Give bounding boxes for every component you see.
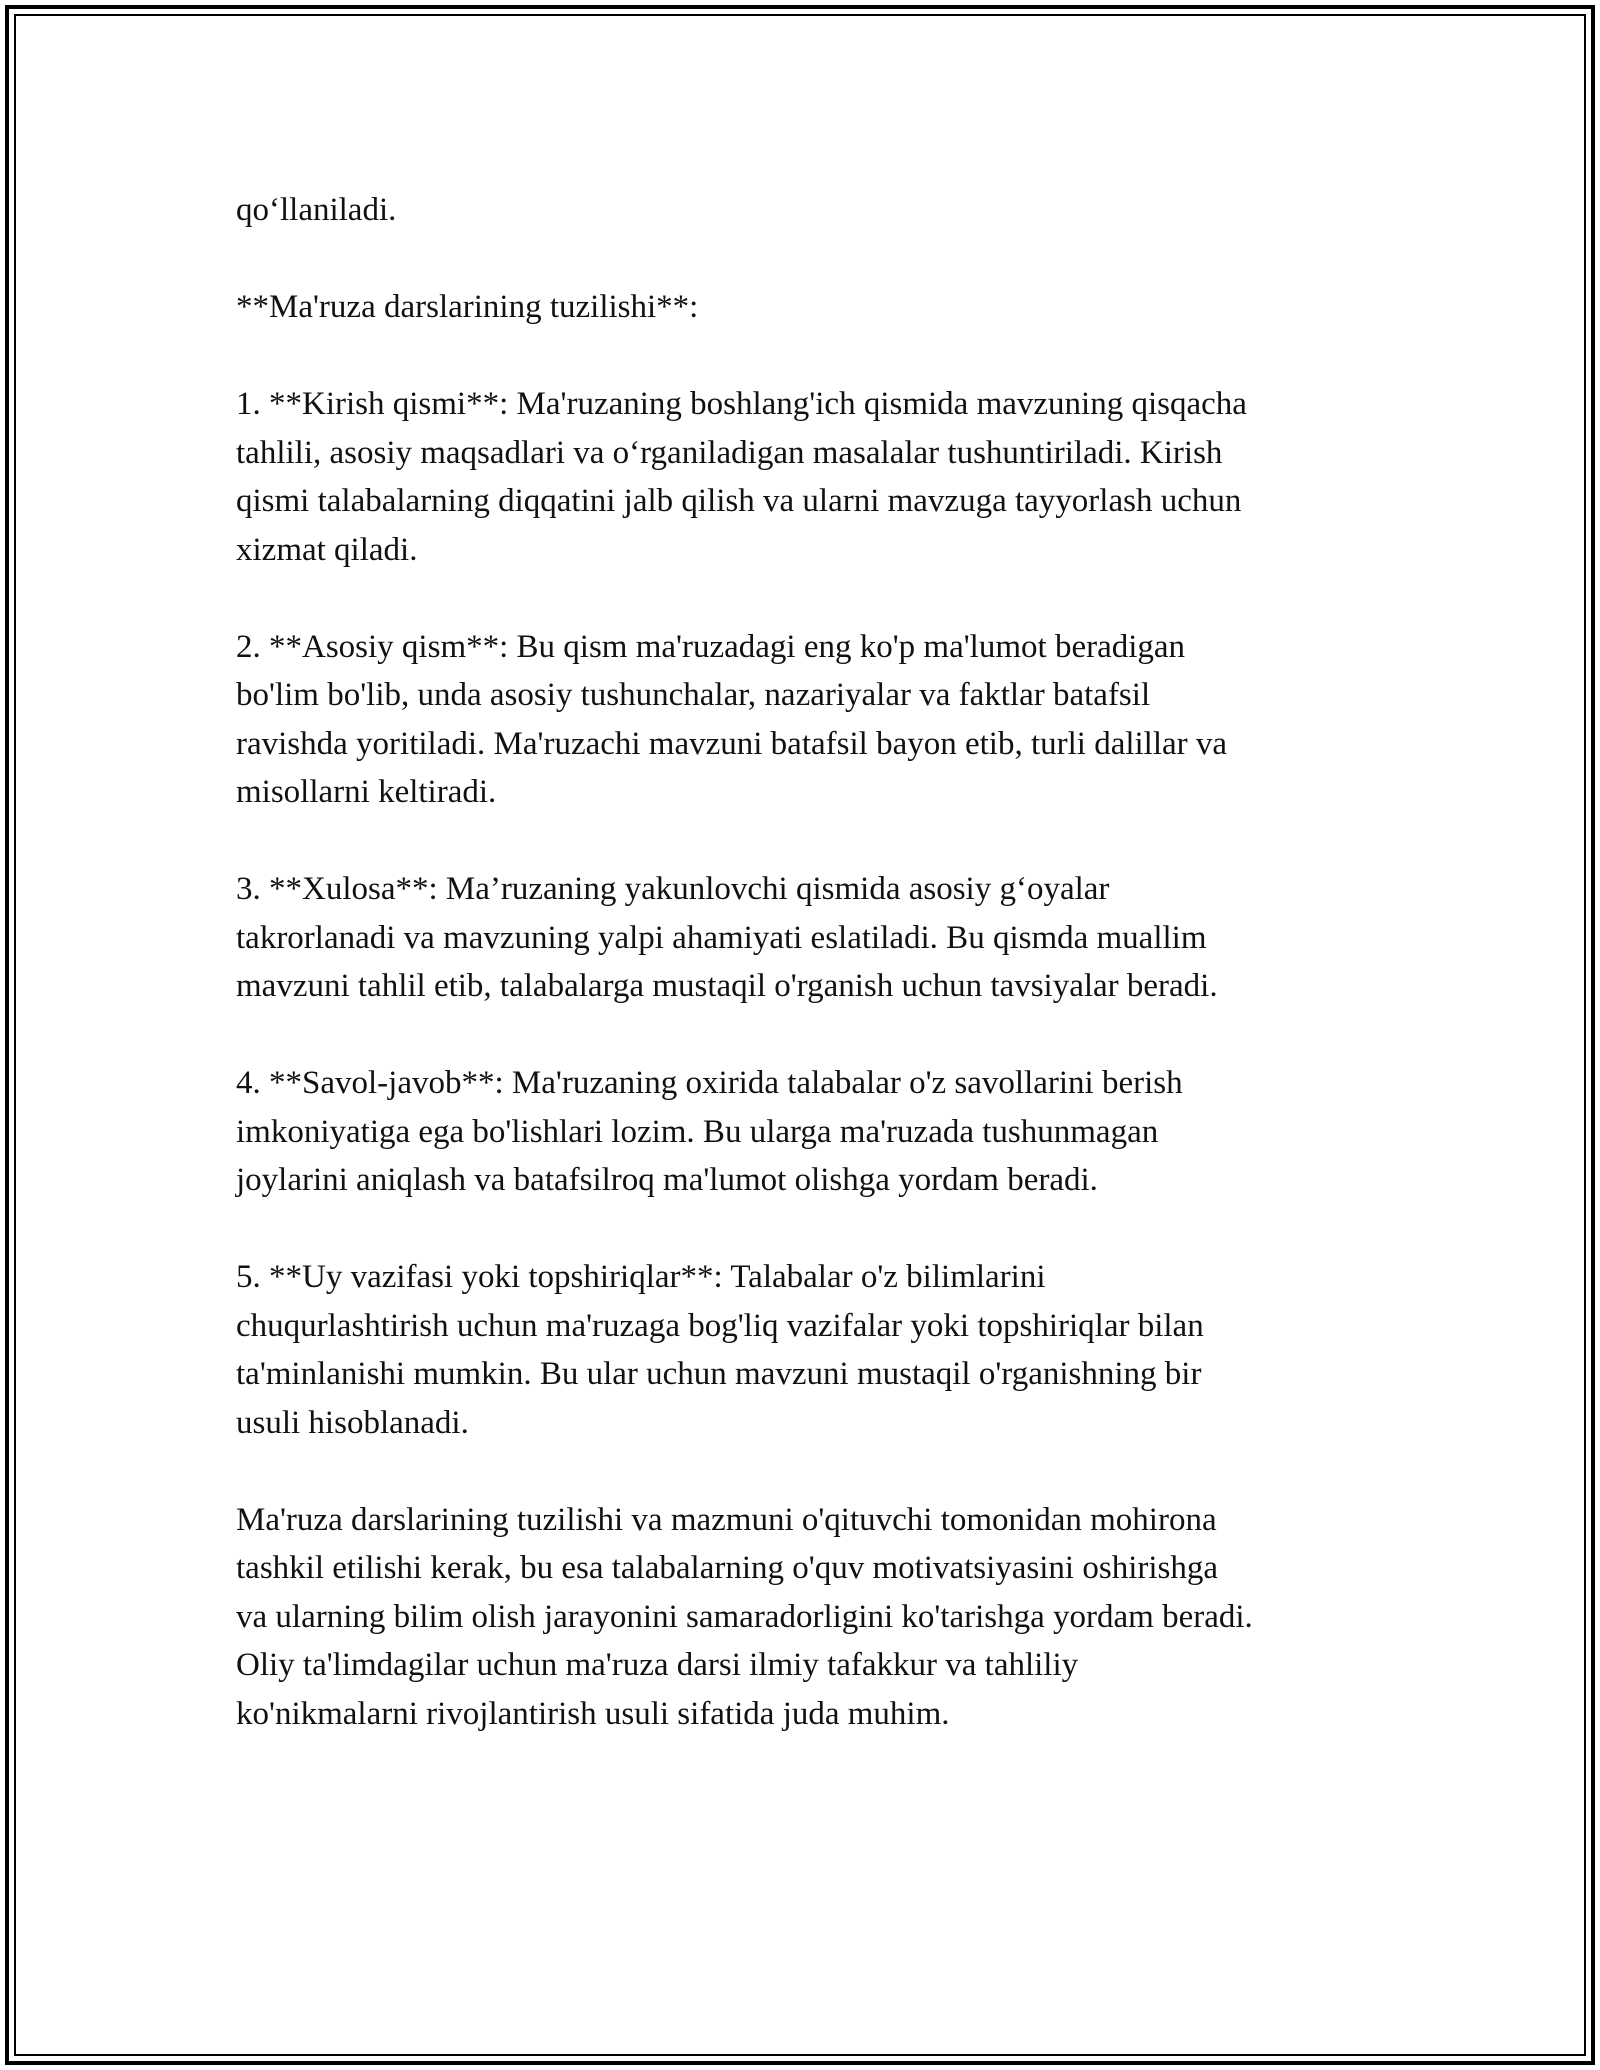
conclusion-paragraph: Ma'ruza darslarining tuzilishi va mazmuni o'qituvchi tomonidan mohirona tashkil etilishi kerak, bu esa talabalarning o'quv motivatsiyasini oshirishga va ularning bilim olish jarayonini samaradorligini ko'tarishga yordam beradi. Oliy ta'limdagilar uchun ma'ruza darsi ilmiy tafakkur va tahliliy ko'nikmalarni rivojlantirish usuli sifatida juda muhim.: [236, 1501, 1253, 1732]
list-item-savol-javob: 4. **Savol-javob**: Ma'ruzaning oxirida talabalar o'z savollarini berish imkoniyatiga ega bo'lishlari lozim. Bu ularga ma'ruzada tushunmagan joylarini aniqlash va batafsilroq ma'lumot olishga yordam beradi.: [236, 1065, 1183, 1198]
list-item-kirish: 1. **Kirish qismi**: Ma'ruzaning boshlang'ich qismida mavzuning qisqacha tahlili, asosiy maqsadlari va o‘rganiladigan masalalar tushuntiriladi. Kirish qismi talabalarning diqqatini jalb qilish va ularni mavzuga tayyorlash uchun xizmat qiladi.: [236, 386, 1247, 568]
list-item-xulosa: 3. **Xulosa**: Ma’ruzaning yakunlovchi qismida asosiy g‘oyalar takrorlanadi va mavzuning yalpi ahamiyati eslatiladi. Bu qismda muallim mavzuni tahlil etib, talabalarga mustaqil o'rganish uchun tavsiyalar beradi.: [236, 871, 1218, 1004]
document-body: [236, 186, 1386, 1787]
list-item-asosiy: 2. **Asosiy qism**: Bu qism ma'ruzadagi eng ko'p ma'lumot beradigan bo'lim bo'lib, unda asosiy tushunchalar, nazariyalar va faktlar batafsil ravishda yoritiladi. Ma'ruzachi mavzuni batafsil bayon etib, turli dalillar va misollarni keltiradi.: [236, 628, 1228, 810]
continuation-text: qo‘llaniladi.: [236, 192, 397, 228]
section-heading: **Ma'ruza darslarining tuzilishi**:: [236, 289, 699, 325]
list-item-uy-vazifasi: 5. **Uy vazifasi yoki topshiriqlar**: Talabalar o'z bilimlarini chuqurlashtirish uchun ma'ruzaga bog'liq vazifalar yoki topshiriqlar bilan ta'minlanishi mumkin. Bu ular uchun mavzuni mustaqil o'rganishning bir usuli hisoblanadi.: [236, 1259, 1204, 1441]
